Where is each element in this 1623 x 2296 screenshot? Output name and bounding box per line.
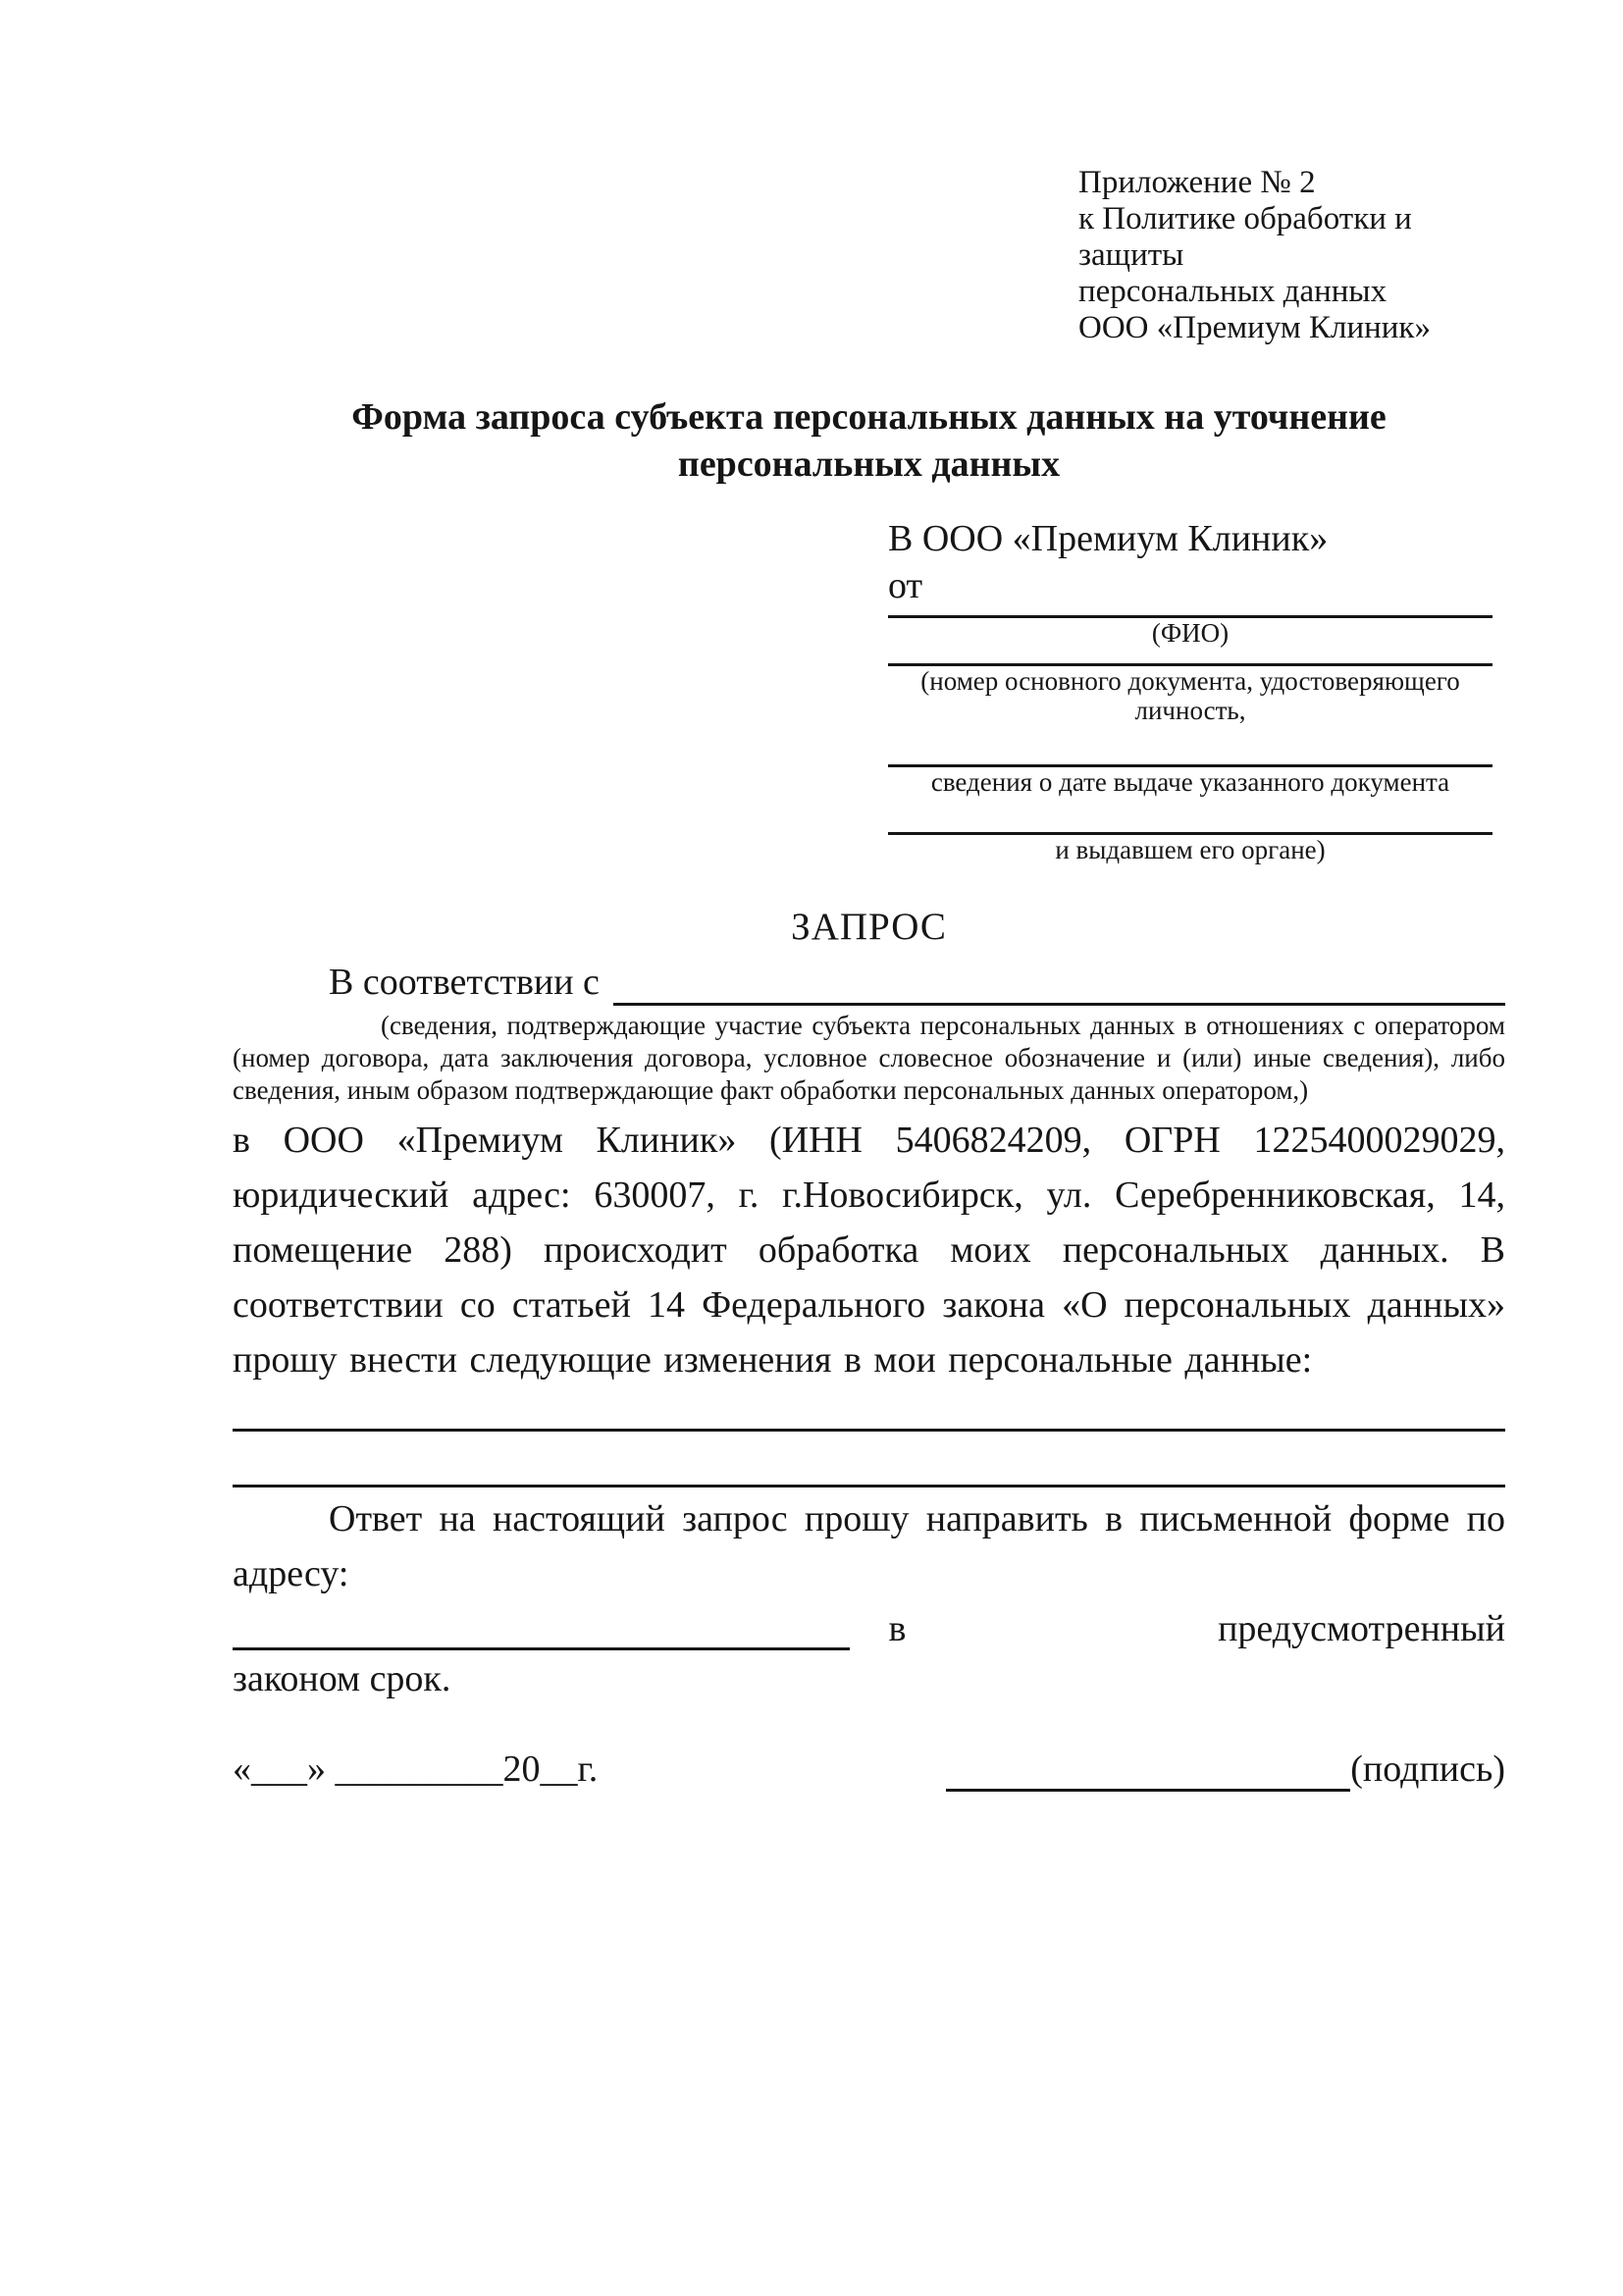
annex-line-1: Приложение № 2 (1078, 165, 1316, 200)
annex-line-4: ООО «Премиум Клиник» (1078, 310, 1431, 345)
intro-line (233, 959, 1505, 1006)
recipient-from-label: от (888, 565, 923, 606)
changes-blank-line-2 (233, 1432, 1505, 1487)
reply-address-blank-line (233, 1604, 850, 1650)
date-blank: «___» _________20__г. (233, 1748, 599, 1790)
reply-word-b: предусмотренный (1218, 1608, 1505, 1649)
fio-caption: (ФИО) (1151, 618, 1230, 648)
reply-tail: законом срок. (233, 1658, 451, 1699)
changes-blank-line-1 (233, 1387, 1505, 1432)
document-title: Форма запроса субъекта персональных данных на уточнение персональных данных (351, 396, 1387, 485)
request-body: в ООО «Премиум Клиник» (ИНН 5406824209, ОГРН 1225400029029, юридический адрес: 630007, г. г.Новосибирск, ул. Серебренниковская, 14, помещение 288) происходит обработка моих персональных данных. В соответствии со статьей 14 Федерального закона «О персональных данных» прошу внести следующие изменения в мои персональные данные: (233, 1120, 1505, 1381)
intro-label: В соответствии с (329, 962, 600, 1003)
document-number-blank-line (888, 648, 1492, 666)
issuing-authority-caption: и выдавшем его органе) (1055, 835, 1326, 864)
intro-footnote: (сведения, подтверждающие участие субъекта персональных данных в отношениях с оператором (номер договора, дата заключения договора, условное словесное обозначение и (или) иные сведения), либо сведения, иным образом подтверждающие факт обработки персональных данных оператором,) (233, 1011, 1505, 1105)
annex-line-2: к Политике обработки и защиты (1078, 201, 1412, 273)
annex-header (1078, 165, 1505, 346)
annex-line-3: персональных данных (1078, 274, 1387, 309)
intro-blank-line (613, 964, 1505, 1006)
signing-row (233, 1747, 1505, 1792)
reply-word-a: в (888, 1608, 907, 1649)
reply-suffix (889, 1607, 1506, 1650)
reply-address-row (233, 1601, 1505, 1650)
fio-blank-line (888, 609, 1492, 618)
signature-area (946, 1747, 1505, 1792)
document-number-caption: (номер основного документа, удостоверяющего личность, (920, 666, 1460, 725)
request-heading: ЗАПРОС (791, 906, 947, 948)
recipient-to: В ООО «Премиум Клиник» (888, 518, 1329, 559)
issuing-authority-blank-line (888, 797, 1492, 835)
recipient-block (888, 515, 1492, 864)
reply-instruction: Ответ на настоящий запрос прошу направить в письменной форме по адресу: (233, 1498, 1505, 1594)
issue-date-caption: сведения о дате выдаче указанного документа (930, 767, 1450, 797)
signature-caption: (подпись) (1350, 1748, 1505, 1790)
issue-date-blank-line (888, 725, 1492, 767)
signature-blank-line (946, 1749, 1350, 1792)
